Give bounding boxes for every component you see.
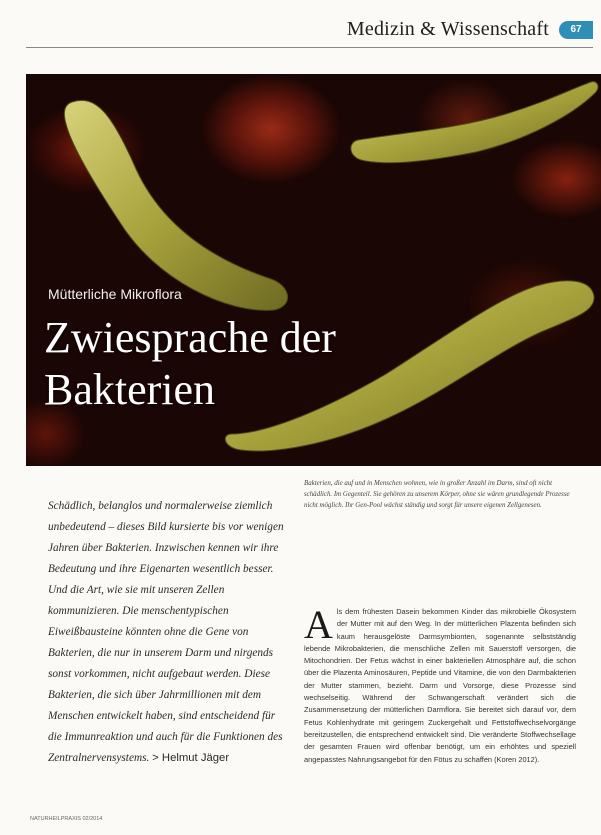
headline-line-2: Bakterien xyxy=(44,365,216,414)
author-byline: > Helmut Jäger xyxy=(152,752,230,764)
article-body xyxy=(304,602,576,766)
headline-line-1: Zwiesprache der xyxy=(44,313,336,362)
article-headline xyxy=(44,312,336,416)
page-footer: NATURHEILPRAXIS 02/2014 xyxy=(30,816,103,822)
drop-cap: A xyxy=(304,602,333,647)
section-header: Medizin & Wissenschaft xyxy=(346,18,549,40)
article-lead xyxy=(48,496,288,769)
bacterium-left xyxy=(64,100,287,310)
hero-image xyxy=(26,74,601,466)
header-divider xyxy=(26,47,593,48)
image-caption: Bakterien, die auf und in Menschen wohnen, wie in großer Anzahl im Darm, sind oft nicht schädlich. Im Gegenteil. Sie gehören zu unserem Körper, ohne sie wären grundlegende Prozesse nicht möglich. Ihr Gen-Pool wächst ständig und sorgt für unsere eigenen Zellgenesen. xyxy=(304,480,570,509)
page-number-badge: 67 xyxy=(559,21,593,39)
article-kicker: Mütterliche Mikroflora xyxy=(48,286,182,302)
body-text: ls dem frühesten Dasein bekommen Kinder das mikrobielle Ökosystem der Mutter mit auf den Weg. In der mütterlichen Plazenta befinden sich kaum herausgelöste Darmsymbionten, sogenannte selbstständig lebende Mikrobakterien, die menschliche Zellen mit Sauerstoff versorgen, die Mitochondrien. Der Fetus wächst in einer bakteriellen Atmosphäre auf, die schon über die Plazenta Aminosäuren, Peptide und Vitamine, die von den Darmbakterien der Mutter stammen, bezieht. Darm und Vorsorge, diese Prozesse sind wechselseitig. Während der Schwangerschaft verändert sich die Zusammensetzung der mütterlichen Darmflora. Sie bereitet sich darauf vor, dem Fetus Kohlenhydrate mit geringem Zuckergehalt und Fettstoffwechselvorgänge bereitzustellen, die entsprechend entwickelt sind. Die veränderte Stoffwechsellage der gesamten Frauen wird offenbar benötigt, um ein erhöhtes und speziell angepasstes Nahrungsangebot für den Fötus zu schaffen (Koren 2012). xyxy=(304,607,576,764)
bacterium-top-right xyxy=(351,82,598,163)
lead-text: Schädlich, belanglos und normalerweise ziemlich unbedeutend – dieses Bild kursierte bis vor wenigen Jahren über Bakterien. Inzwischen kennen wir ihre Bedeutung und ihre Eigenarten wesentlich besser. Und die Art, wie sie mit unseren Zellen kommunizieren. Die menschentypischen Eiweißbausteine könnten ohne die Gene von Bakterien, die nur in unserem Darm und nirgends sonst vorkommen, nicht aufgebaut werden. Diese Bakterien, die sich über Jahrmillionen mit dem Menschen entwickelt haben, sind entscheidend für die Immunreaktion und auch für die Funktionen des Zentralnervensystems. xyxy=(48,500,284,764)
